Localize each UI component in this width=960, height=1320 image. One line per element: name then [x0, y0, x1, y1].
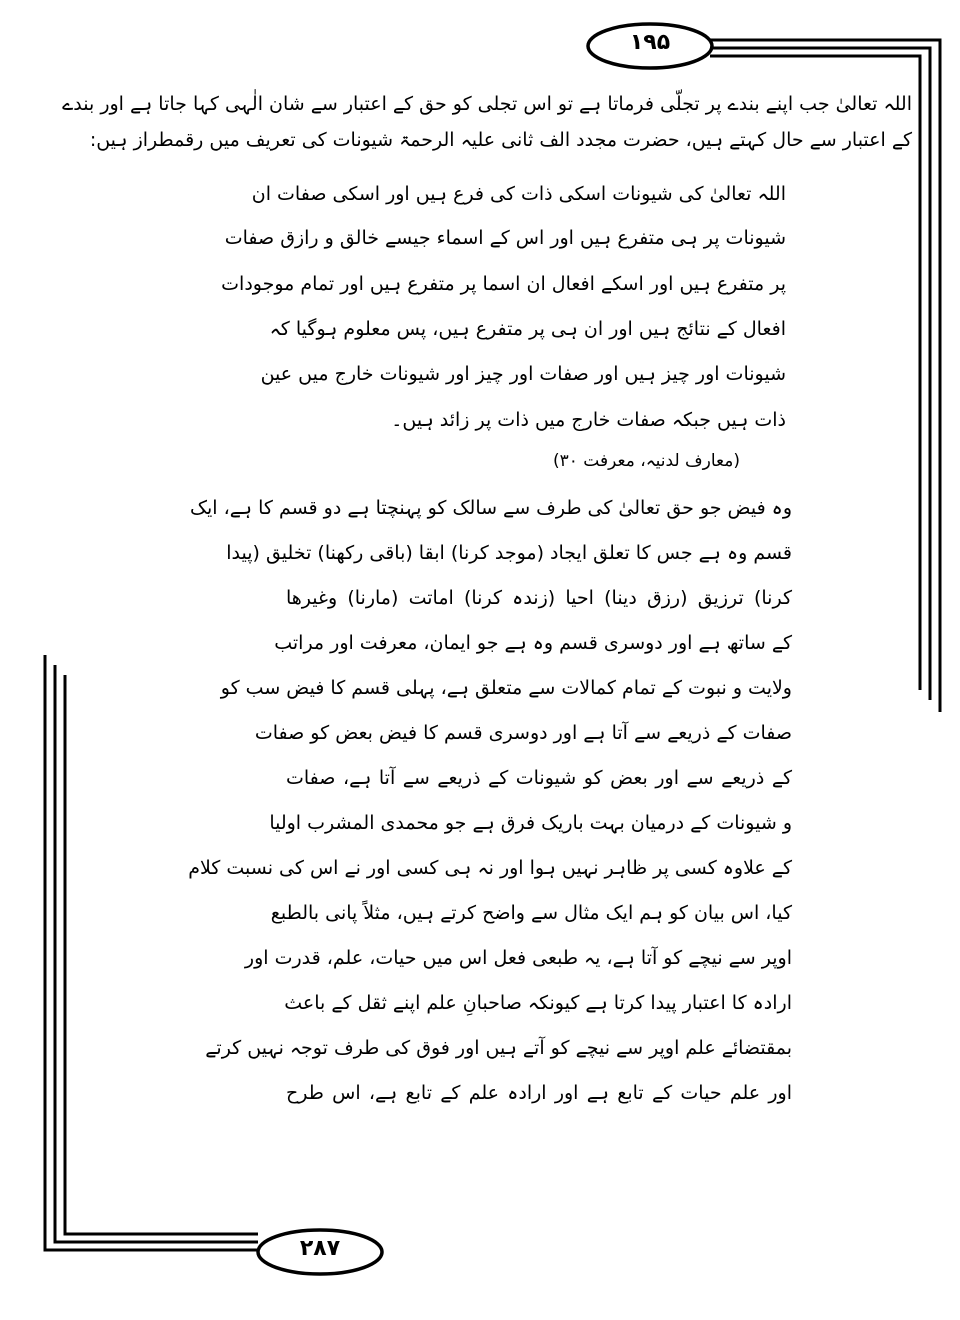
body-line: اوپر سے نیچے کو آتا ہے، یہ طبعی فعل اس میں حیات، علم، قدرت اور — [244, 947, 792, 969]
body-line: وہ فیض جو حق تعالیٰ کی طرف سے سالک کو پہنچتا ہے دو قسم کا ہے، ایک — [190, 497, 792, 519]
body-line: بمقتضائے علم اوپر سے نیچے کو آتے ہیں اور فوق کی طرف توجہ نہیں کرتے — [205, 1037, 792, 1059]
quote-line: اللہ تعالیٰ کی شیونات اسکی ذات کی فرع ہیں اور اسکی صفات ان — [251, 183, 786, 205]
intro-line: کے اعتبار سے حال کہتے ہیں، حضرت مجدد الف ثانی علیہ الرحمۃ شیونات کی تعریف میں رقمطراز ہیں: — [89, 129, 912, 151]
body-line: ارادہ کا اعتبار پیدا کرتا ہے کیونکہ صاحبانِ علم اپنے ثقل کے باعث — [284, 992, 792, 1014]
quote-line: شیونات پر ہی متفرع ہیں اور اس کے اسماء جیسے خالق و رازق صفات — [224, 227, 786, 249]
body-line: و شیونات کے درمیان بہت باریک فرق ہے جو محمدی المشرب اولیا — [269, 812, 792, 834]
body-line: قسم وہ ہے جس کا تعلق ایجاد (موجد کرنا) ابقا (باقی رکھنا) تخلیق (پیدا — [226, 542, 792, 564]
page-number-top: ۱۹۵ — [629, 30, 671, 55]
body-line: کیا، اس بیان کو ہم ایک مثال سے واضح کرتے ہیں، مثلاً پانی بالطبع — [270, 902, 792, 924]
quote-line: پر متفرع ہیں اور اسکے افعال ان اسما پر متفرع ہیں اور تمام موجودات — [221, 273, 786, 295]
body-line: کے ذریعے سے اور بعض کو شیونات کے ذریعے سے آتا ہے، صفات — [286, 767, 792, 789]
intro-line: اللہ تعالیٰ جب اپنے بندے پر تجلّی فرماتا ہے تو اس تجلی کو حق کے اعتبار سے شان الٰہی کہا جاتا ہے اور بندے — [62, 93, 912, 115]
quote-line: ذات ہیں جبکہ صفات خارج میں ذات پر زائد ہیں۔ — [391, 409, 786, 431]
body-line: کرنا) ترزیق (رزق دینا) احیا (زندہ کرنا) اماتت (مارنا) وغیرھا — [286, 587, 792, 609]
quote-line: افعال کے نتائج ہیں اور ان ہی پر متفرع ہیں، پس معلوم ہوگیا کہ — [269, 318, 786, 340]
quote-line: شیونات اور چیز ہیں اور صفات اور چیز اور شیونات خارج میں عین — [260, 363, 786, 385]
body-line: صفات کے ذریعے سے آتا ہے اور دوسری قسم کا فیض بعض کو صفات — [254, 722, 792, 744]
body-line: کے علاوہ کسی پر ظاہر نہیں ہوا اور نہ ہی کسی اور نے اس کی نسبت کلام — [188, 857, 792, 879]
citation: (معارف لدنیہ، معرفت ۳۰) — [553, 451, 740, 471]
body-line: کے ساتھ ہے اور دوسری قسم وہ ہے جو ایمان، معرفت اور مراتب — [274, 632, 792, 654]
body-line: ولایت و نبوت کے تمام کمالات سے متعلق ہے، پہلی قسم کا فیض سب کو — [220, 677, 792, 699]
body-line: اور علم حیات کے تابع ہے اور ارادہ علم کے تابع ہے، اس طرح — [286, 1082, 792, 1104]
page-number-bottom: ۲۸۷ — [299, 1236, 341, 1261]
